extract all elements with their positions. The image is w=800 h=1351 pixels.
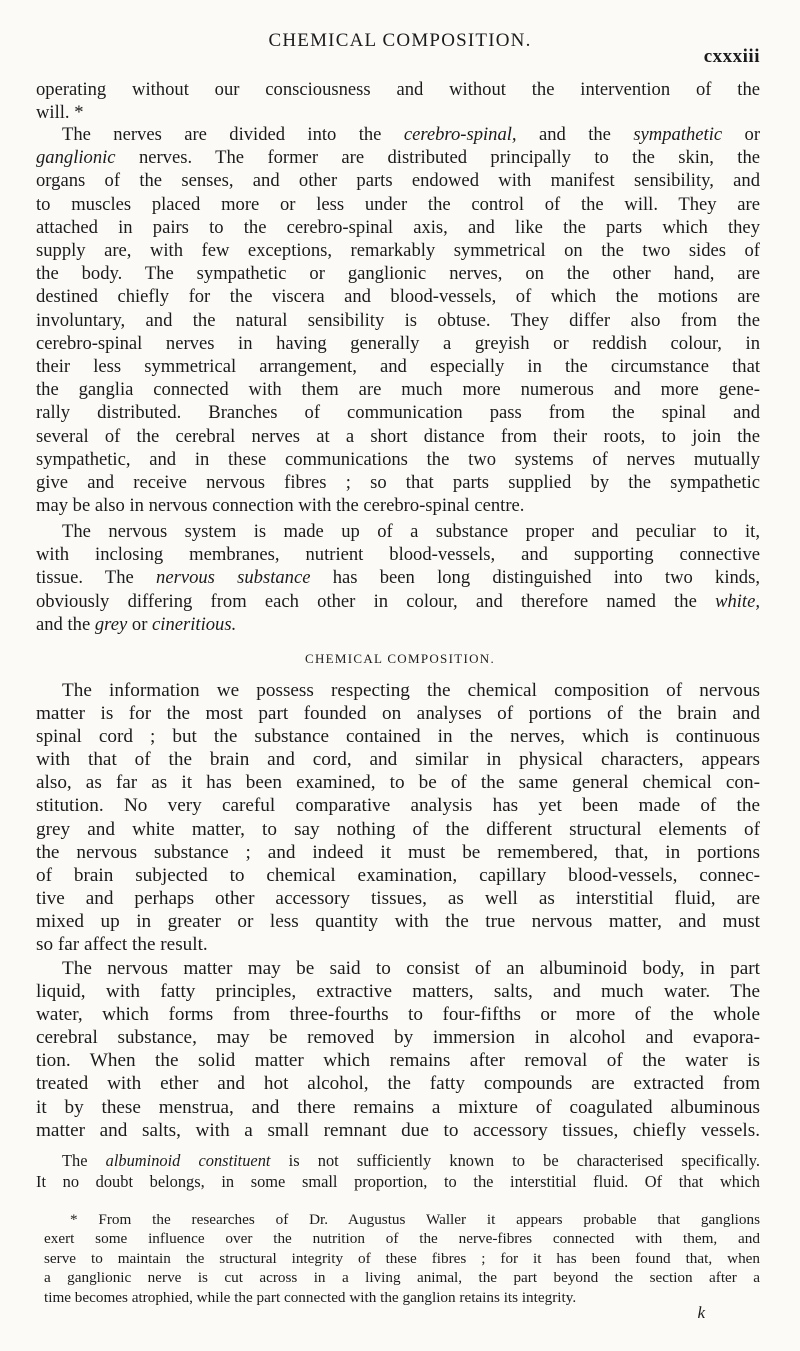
text-line: may be also in nervous connection with the cerebro-spinal centre. xyxy=(36,495,525,517)
text-line: stitution. No very careful comparative analysis has yet been made of the xyxy=(36,795,760,817)
text-line: The nervous system is made up of a substance proper and peculiar to it, xyxy=(62,521,760,542)
text-line: the ganglia connected with them are much more numerous and more gene- xyxy=(36,379,760,401)
footnote-line: exert some influence over the nutrition of the nerve-fibres connected with them, and xyxy=(44,1230,760,1248)
text-line: the nervous substance ; and indeed it must be remembered, that, in portions xyxy=(36,841,760,863)
text-line: so far affect the result. xyxy=(36,934,208,956)
text-line: obviously differing from each other in colour, and therefore named the white, xyxy=(36,590,760,612)
running-title: CHEMICAL COMPOSITION. xyxy=(268,30,532,51)
text-line: cerebral substance, may be removed by immersion in alcohol and evapora- xyxy=(36,1027,760,1049)
text-line: attached in pairs to the cerebro-spinal axis, and like the parts which they xyxy=(36,216,760,238)
text-line: and the grey or cineritious. xyxy=(36,613,237,635)
text-line: treated with ether and hot alcohol, the fatty compounds are extracted from xyxy=(36,1073,760,1095)
text-line: organs of the senses, and other parts endowed with manifest sensibility, and xyxy=(36,170,760,192)
footnote-line: * From the researches of Dr. Augustus Waller it appears probable that ganglions xyxy=(70,1211,760,1228)
paragraph-nervous-substance xyxy=(36,520,760,636)
footnote xyxy=(44,1210,760,1307)
text-line: it by these menstrua, and there remains a mixture of coagulated albuminous xyxy=(36,1096,760,1118)
text-line: several of the cerebral nerves at a short distance from their roots, to join the xyxy=(36,425,760,447)
text-line: their less symmetrical arrangement, and especially in the circumstance that xyxy=(36,356,760,378)
section-heading: CHEMICAL COMPOSITION. xyxy=(304,651,496,666)
text-line: of brain subjected to chemical examination, capillary blood-vessels, connec- xyxy=(36,864,760,886)
text-line: involuntary, and the natural sensibility is obtuse. They differ also from the xyxy=(36,309,760,331)
paragraph-nervous-matter xyxy=(36,957,760,1142)
footnote-line: a ganglionic nerve is cut across in a living animal, the part beyond the section after a xyxy=(44,1269,760,1287)
text-line: tive and perhaps other accessory tissues, as well as interstitial fluid, are xyxy=(36,887,760,909)
text-line: operating without our consciousness and without the intervention of the xyxy=(36,79,760,100)
text-line: spinal cord ; but the substance contained in the nerves, which is continuous xyxy=(36,726,760,748)
signature-mark: k xyxy=(697,1303,705,1322)
text-line: water, which forms from three-fourths to four-fifths or more of the whole xyxy=(36,1004,760,1026)
text-line: with that of the brain and cord, and similar in physical characters, appears xyxy=(36,749,760,771)
text-line: tion. When the solid matter which remains after removal of the water is xyxy=(36,1050,760,1072)
text-line: matter is for the most part founded on analyses of portions of the brain and xyxy=(36,703,760,725)
text-line: with inclosing membranes, nutrient blood-vessels, and supporting connective xyxy=(36,544,760,566)
text-line: mixed up in greater or less quantity with the true nervous matter, and must xyxy=(36,910,760,932)
text-line: to muscles placed more or less under the control of the will. They are xyxy=(36,193,760,215)
text-line: will. * xyxy=(36,102,84,124)
page-number: cxxxiii xyxy=(703,46,760,67)
text-line: ganglionic nerves. The former are distributed principally to the skin, the xyxy=(36,147,760,169)
text-line: The nervous matter may be said to consist of an albuminoid body, in part xyxy=(62,958,760,979)
text-line: rally distributed. Branches of communication pass from the spinal and xyxy=(36,402,760,424)
text-line: matter and salts, with a small remnant due to accessory tissues, chiefly vessels. xyxy=(36,1119,760,1141)
text-line: cerebro-spinal nerves in having generally a greyish or reddish colour, in xyxy=(36,332,760,354)
text-line: It no doubt belongs, in some small proportion, to the interstitial fluid. Of that which xyxy=(36,1172,760,1192)
text-line: The information we possess respecting the chemical composition of nervous xyxy=(62,680,760,701)
text-line: The nerves are divided into the cerebro-spinal, and the sympathetic or xyxy=(62,124,760,145)
text-line: also, as far as it has been examined, to be of the same general chemical con- xyxy=(36,772,760,794)
text-line: sympathetic, and in these communications the two systems of nerves mutually xyxy=(36,448,760,470)
text-line: tissue. The nervous substance has been long distinguished into two kinds, xyxy=(36,567,760,589)
paragraph-albuminoid xyxy=(36,1150,760,1193)
footnote-line: serve to maintain the structural integrity of these fibres ; for it has been found that, when xyxy=(44,1249,760,1267)
text-line: give and receive nervous fibres ; so that parts supplied by the sympathetic xyxy=(36,472,760,494)
paragraph-nerve-divisions xyxy=(36,123,760,517)
text-line: grey and white matter, to say nothing of the different structural elements of xyxy=(36,818,760,840)
footnote-line: time becomes atrophied, while the part connected with the ganglion retains its integrity. xyxy=(44,1288,577,1306)
paragraph-chemical-information xyxy=(36,679,760,956)
text-line: destined chiefly for the viscera and blood-vessels, of which the motions are xyxy=(36,286,760,308)
running-head xyxy=(0,26,800,67)
paragraph-continuation xyxy=(36,78,760,124)
text-line: liquid, with fatty principles, extractive matters, salts, and much water. The xyxy=(36,981,760,1003)
text-line: supply are, with few exceptions, remarkably symmetrical on the two sides of xyxy=(36,240,760,262)
text-line: the body. The sympathetic or ganglionic nerves, on the other hand, are xyxy=(36,263,760,285)
text-line: The albuminoid constituent is not sufficiently known to be characterised specifically. xyxy=(62,1151,760,1170)
